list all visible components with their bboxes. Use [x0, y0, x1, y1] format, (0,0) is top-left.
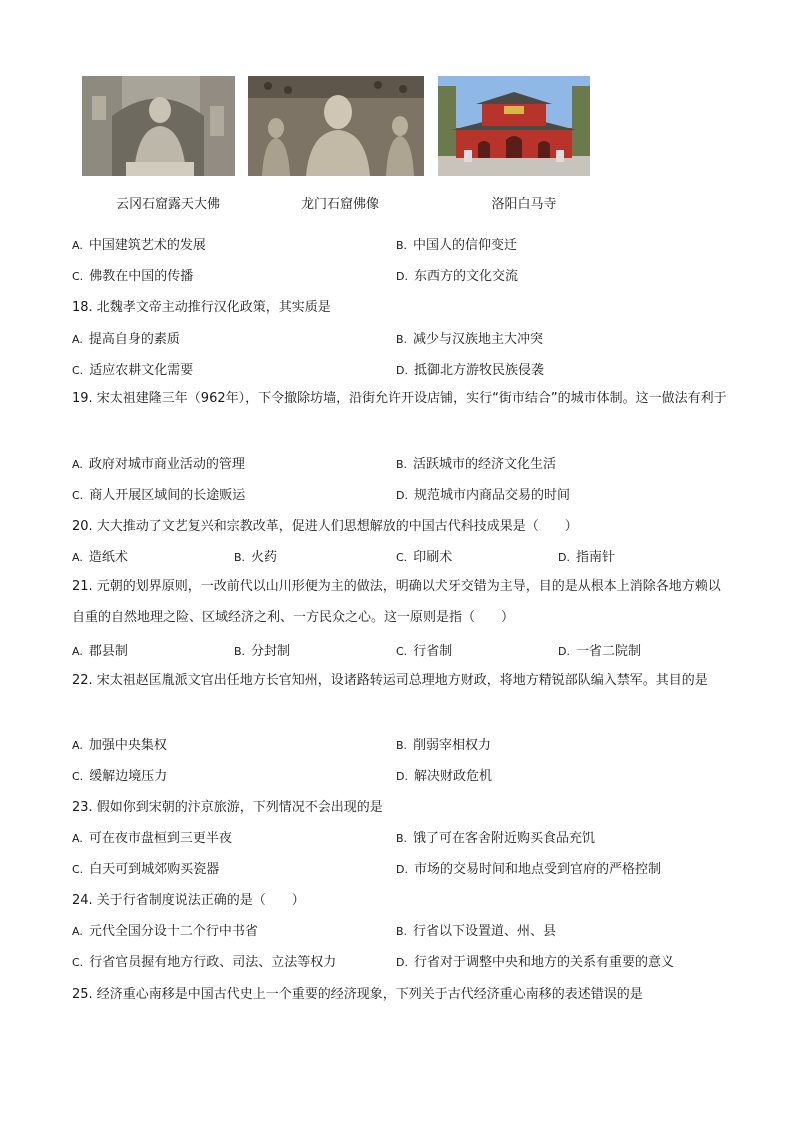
option-text: 火药 — [251, 550, 278, 565]
option-text: 元代全国分设十二个行中书省 — [88, 924, 258, 939]
option-letter: C. — [72, 270, 84, 283]
option-text: 减少与汉族地主大冲突 — [413, 332, 544, 347]
q22-stem: 22. 宋太祖赵匡胤派文官出任地方长官知州，设诸路转运司总理地方财政，将地方精锐部队编入禁军。其目的是 — [72, 673, 708, 688]
q21-option-a — [72, 640, 128, 659]
q24-option-d — [396, 951, 674, 970]
option-letter: D. — [558, 551, 570, 564]
option-letter: A. — [72, 645, 83, 658]
q19-stem: 19. 宋太祖建隆三年（962年），下令撤除坊墙，沿街允许开设店铺，实行“街市结合”的城市体制。这一做法有利于 — [72, 391, 727, 406]
option-letter: C. — [396, 551, 408, 564]
option-text: 活跃城市的经济文化生活 — [413, 457, 557, 472]
option-letter: B. — [396, 739, 408, 752]
option-letter: A. — [72, 832, 83, 845]
option-letter: B. — [396, 333, 408, 346]
option-text: 指南针 — [575, 550, 615, 565]
option-text: 政府对城市商业活动的管理 — [88, 457, 245, 472]
option-letter: B. — [396, 239, 408, 252]
q21-option-c — [396, 640, 452, 659]
q17-option-a — [72, 234, 206, 253]
option-letter: D. — [558, 645, 570, 658]
option-letter: A. — [72, 739, 83, 752]
q25-stem: 25. 经济重心南移是中国古代史上一个重要的经济现象，下列关于古代经济重心南移的表述错误的是 — [72, 987, 643, 1002]
option-text: 规范城市内商品交易的时间 — [413, 488, 570, 503]
option-text: 加强中央集权 — [88, 738, 167, 753]
option-letter: B. — [234, 551, 246, 564]
q20-option-a — [72, 546, 128, 565]
option-letter: B. — [396, 832, 408, 845]
option-letter: D. — [396, 270, 408, 283]
q24-stem: 24. 关于行省制度说法正确的是（ ） — [72, 893, 305, 908]
q19-option-a — [72, 453, 245, 472]
option-letter: C. — [72, 364, 84, 377]
q20-stem: 20. 大大推动了文艺复兴和宗教改革，促进人们思想解放的中国古代科技成果是（ ） — [72, 519, 578, 534]
option-letter: A. — [72, 239, 83, 252]
option-text: 郡县制 — [88, 644, 128, 659]
q24-option-b — [396, 920, 556, 939]
caption-yungang: 云冈石窟露天大佛 — [115, 197, 220, 212]
q22-option-a — [72, 734, 167, 753]
option-text: 中国建筑艺术的发展 — [88, 238, 206, 253]
option-text: 削弱宰相权力 — [413, 738, 492, 753]
option-text: 市场的交易时间和地点受到官府的严格控制 — [413, 862, 661, 877]
option-letter: A. — [72, 925, 83, 938]
q17-option-c — [72, 265, 193, 284]
option-text: 印刷术 — [413, 550, 453, 565]
caption-baima: 洛阳白马寺 — [491, 197, 557, 212]
q19-option-c — [72, 484, 245, 503]
option-text: 适应农耕文化需要 — [89, 363, 194, 378]
option-text: 缓解边境压力 — [89, 769, 168, 784]
q23-option-c — [72, 858, 219, 877]
q21-option-d — [558, 640, 641, 659]
q20-option-c — [396, 546, 452, 565]
baima-temple-photo — [438, 76, 590, 176]
option-letter: A. — [72, 458, 83, 471]
option-letter: B. — [396, 458, 408, 471]
q18-option-a — [72, 328, 180, 347]
option-letter: D. — [396, 770, 408, 783]
q23-stem: 23. 假如你到宋朝的汴京旅游，下列情况不会出现的是 — [72, 800, 383, 815]
option-text: 造纸术 — [88, 550, 128, 565]
option-text: 饿了可在客舍附近购买食品充饥 — [413, 831, 596, 846]
option-letter: C. — [72, 770, 84, 783]
q18-option-c — [72, 359, 193, 378]
option-text: 东西方的文化交流 — [413, 269, 518, 284]
option-text: 中国人的信仰变迁 — [413, 238, 518, 253]
option-letter: A. — [72, 551, 83, 564]
q22-option-c — [72, 765, 167, 784]
caption-longmen: 龙门石窟佛像 — [300, 197, 379, 212]
option-text: 分封制 — [251, 644, 291, 659]
q20-option-d — [558, 546, 615, 565]
option-text: 行省官员握有地方行政、司法、立法等权力 — [89, 955, 337, 970]
q20-option-b — [234, 546, 277, 565]
q17-option-d — [396, 265, 518, 284]
option-letter: B. — [396, 925, 408, 938]
option-letter: D. — [396, 489, 408, 502]
option-letter: C. — [72, 863, 84, 876]
option-letter: D. — [396, 863, 408, 876]
option-text: 解决财政危机 — [413, 769, 492, 784]
q19-option-d — [396, 484, 570, 503]
option-letter: C. — [396, 645, 408, 658]
option-letter: D. — [396, 956, 408, 969]
q18-option-b — [396, 328, 543, 347]
longmen-buddha-photo — [248, 76, 424, 176]
option-text: 行省制 — [413, 644, 453, 659]
q24-option-a — [72, 920, 258, 939]
q24-option-c — [72, 951, 336, 970]
option-text: 行省对于调整中央和地方的关系有重要的意义 — [413, 955, 674, 970]
q22-option-b — [396, 734, 491, 753]
q17-option-b — [396, 234, 517, 253]
option-letter: B. — [234, 645, 246, 658]
q19-option-b — [396, 453, 556, 472]
option-text: 商人开展区域间的长途贩运 — [89, 488, 246, 503]
option-text: 行省以下设置道、州、县 — [413, 924, 557, 939]
q18-stem: 18. 北魏孝文帝主动推行汉化政策，其实质是 — [72, 300, 331, 315]
q21-stem: 21. 元朝的划界原则，一改前代以山川形便为主的做法，明确以犬牙交错为主导，目的是从根本上消除各地方赖以自重的自然地理之险、区域经济之利、一方民众之心。这一原则是指（ ） — [72, 579, 721, 625]
option-letter: C. — [72, 956, 84, 969]
q23-option-a — [72, 827, 232, 846]
option-text: 抵御北方游牧民族侵袭 — [413, 363, 544, 378]
option-letter: C. — [72, 489, 84, 502]
option-text: 可在夜市盘桓到三更半夜 — [88, 831, 232, 846]
q23-option-d — [396, 858, 661, 877]
option-letter: A. — [72, 333, 83, 346]
q21-option-b — [234, 640, 290, 659]
option-text: 佛教在中国的传播 — [89, 269, 194, 284]
option-text: 提高自身的素质 — [88, 332, 180, 347]
option-text: 一省二院制 — [575, 644, 641, 659]
option-text: 白天可到城郊购买瓷器 — [89, 862, 220, 877]
yungang-buddha-photo — [82, 76, 235, 176]
q18-option-d — [396, 359, 544, 378]
figure-row — [82, 76, 592, 176]
q22-option-d — [396, 765, 492, 784]
option-letter: D. — [396, 364, 408, 377]
q23-option-b — [396, 827, 595, 846]
